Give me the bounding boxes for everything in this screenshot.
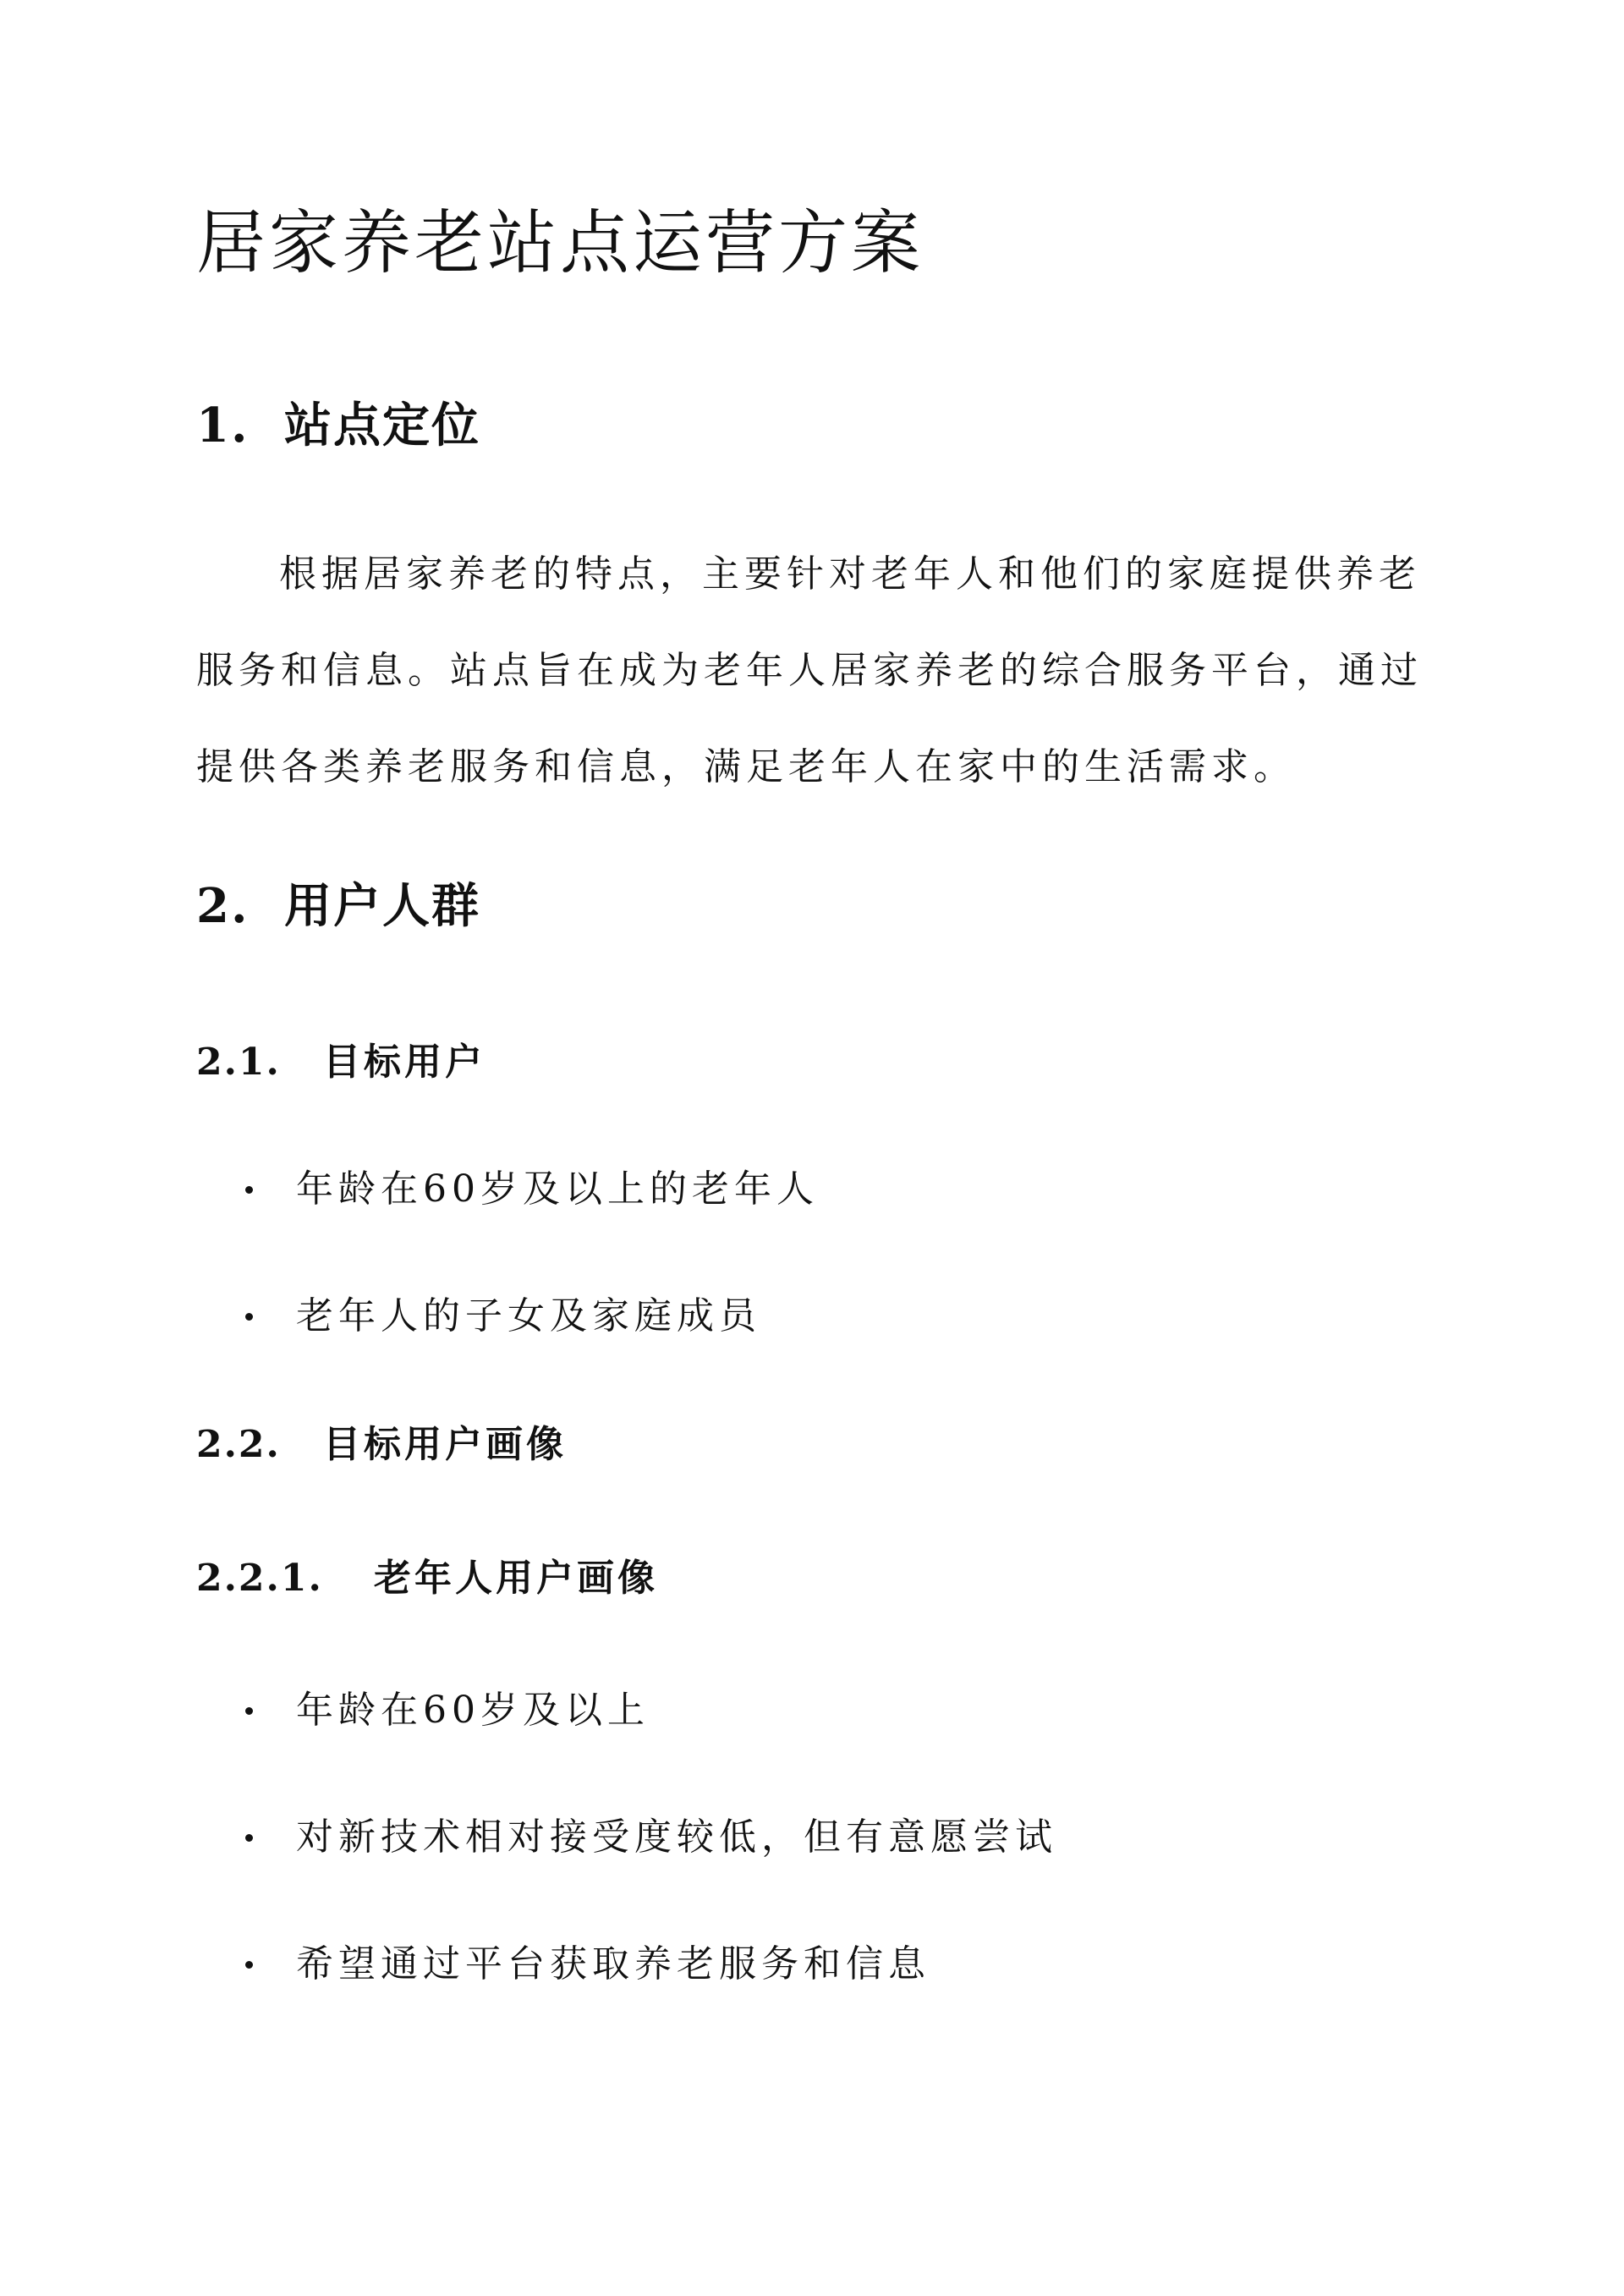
subsection-heading-2-2-1 [196, 1555, 658, 1602]
section-heading-1 [196, 396, 480, 455]
list-item-text: 年龄在60岁及以上 [296, 1689, 650, 1732]
subsection-title: 老年人用户画像 [374, 1557, 658, 1600]
list-item-text: 老年人的子女及家庭成员 [296, 1294, 761, 1338]
document-title: 居家养老站点运营方案 [196, 203, 924, 283]
subsection-heading-2-2 [196, 1421, 567, 1469]
list-item [245, 1941, 930, 1988]
subsection-heading-2-1 [196, 1039, 486, 1086]
list-item [245, 1293, 761, 1340]
paragraph-line-text: 根据居家养老的特点，主要针对老年人和他们的家庭提供养老 [279, 552, 1421, 596]
subsection-number: 2.2.1. [196, 1557, 323, 1600]
section-number: 1. [196, 398, 250, 453]
bullet-icon [245, 1961, 253, 1969]
paragraph-line [196, 526, 1431, 623]
bullet-icon [245, 1186, 253, 1194]
list-item [245, 1814, 1057, 1861]
list-item-text: 对新技术相对接受度较低，但有意愿尝试 [296, 1815, 1057, 1859]
subsection-number: 2.2. [196, 1423, 281, 1466]
section-title: 站点定位 [284, 398, 480, 453]
paragraph-line: 提供各类养老服务和信息，满足老年人在家中的生活需求。 [196, 745, 1296, 788]
list-item [245, 1687, 650, 1734]
section-heading-2 [196, 876, 480, 936]
list-item [245, 1166, 819, 1213]
bullet-icon [245, 1313, 253, 1321]
subsection-title: 目标用户 [323, 1041, 486, 1084]
section-paragraph [196, 526, 1431, 816]
paragraph-line: 服务和信息。站点旨在成为老年人居家养老的综合服务平台，通过 [196, 649, 1423, 692]
bullet-icon [245, 1834, 253, 1842]
list-item-text: 希望通过平台获取养老服务和信息 [296, 1942, 930, 1986]
section-number: 2. [196, 878, 250, 934]
subsection-title: 目标用户画像 [323, 1423, 567, 1466]
section-title: 用户人群 [284, 878, 480, 934]
bullet-icon [245, 1707, 253, 1715]
list-item-text: 年龄在60岁及以上的老年人 [296, 1167, 819, 1211]
subsection-number: 2.1. [196, 1041, 281, 1084]
